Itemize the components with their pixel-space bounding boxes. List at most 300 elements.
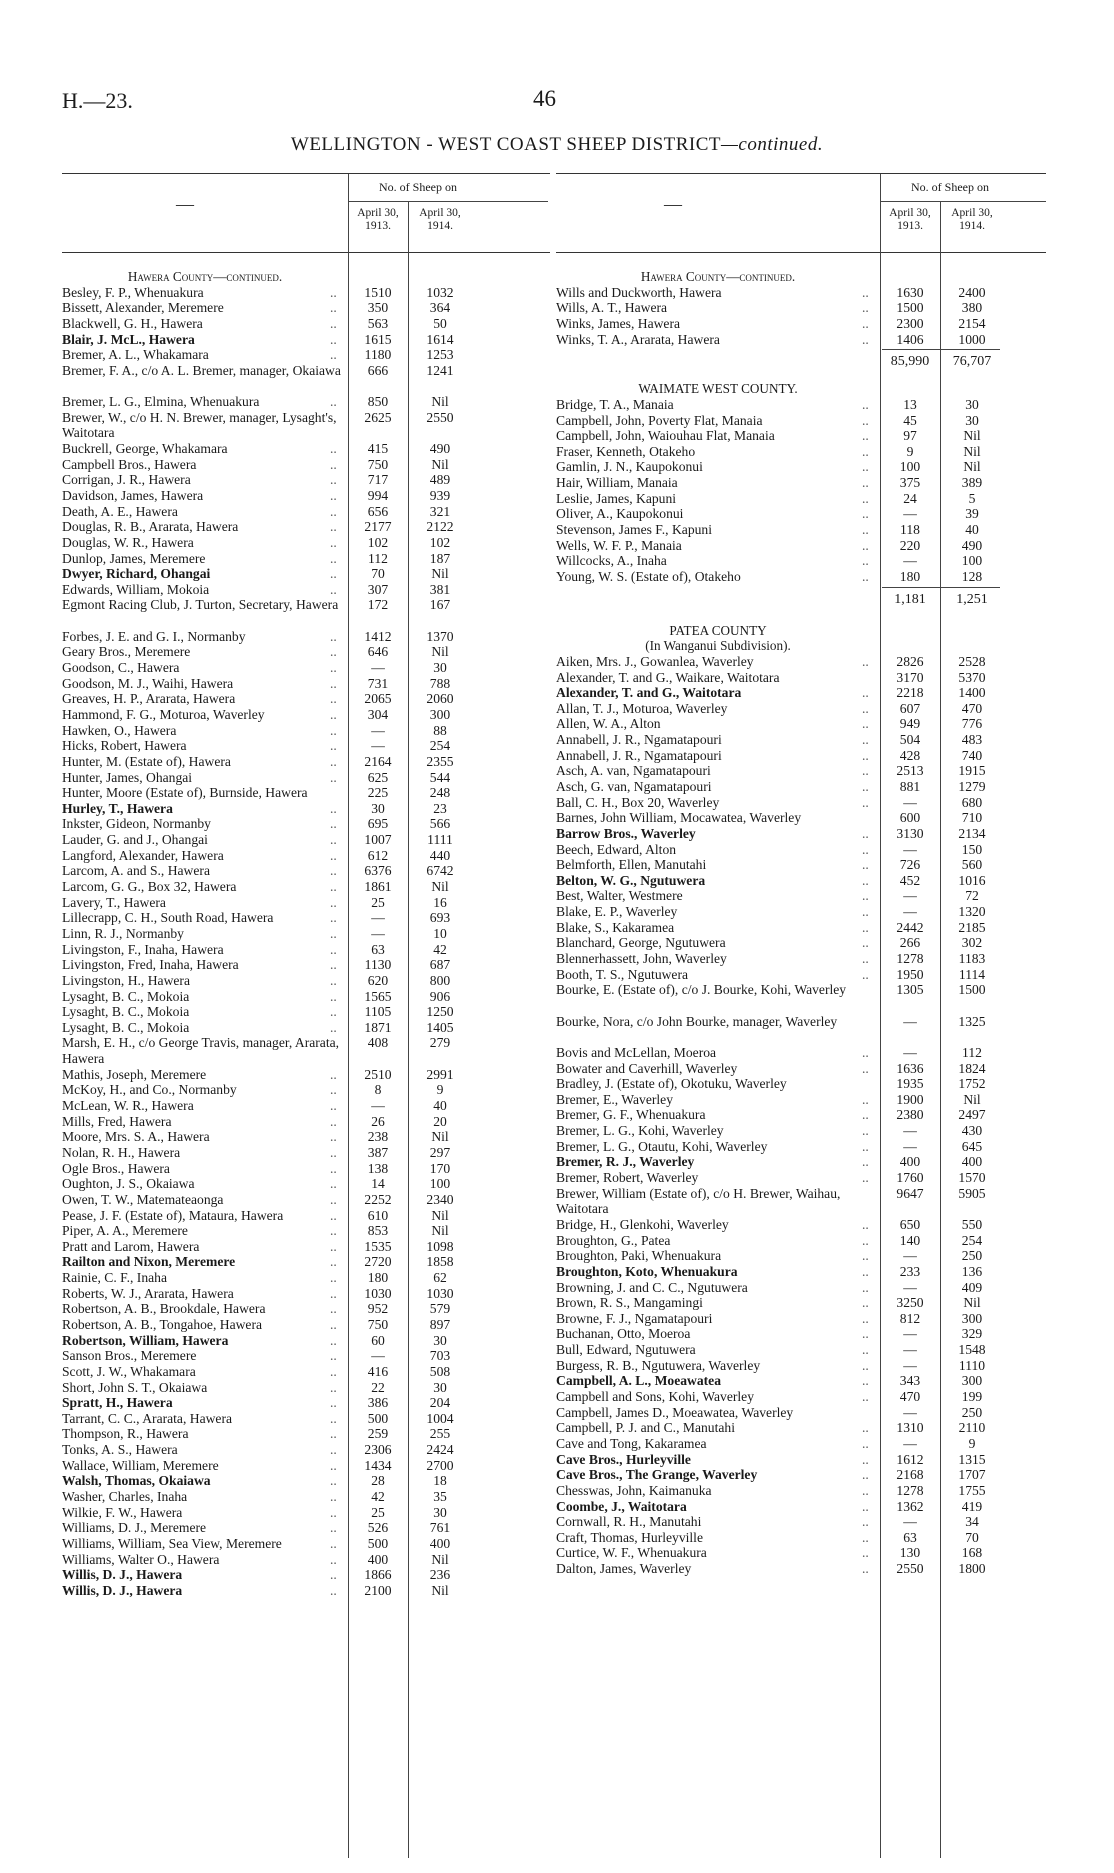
sheep-1914: Nil — [431, 394, 449, 410]
table-row — [62, 1254, 550, 1270]
sheep-1913: 30 — [371, 800, 385, 816]
leader-dots: .. — [330, 1004, 337, 1020]
leader-dots: .. — [330, 941, 337, 957]
table-row — [556, 716, 1046, 732]
owner-name: Langford, Alexander, Hawera — [62, 847, 224, 863]
sheep-1914: 1110 — [958, 1357, 986, 1373]
table-row — [556, 842, 1046, 858]
leader-dots: .. — [862, 506, 869, 522]
sheep-1913: — — [903, 1342, 917, 1358]
sheep-1914: 30 — [433, 1379, 447, 1395]
leader-dots: .. — [862, 685, 869, 701]
table-row — [62, 285, 550, 301]
leader-dots: .. — [862, 857, 869, 873]
table-row — [62, 394, 550, 410]
leader-dots: .. — [862, 1248, 869, 1264]
sheep-1913: — — [903, 1248, 917, 1264]
table-row — [62, 1473, 550, 1489]
table-row — [62, 1301, 550, 1317]
owner-name: Bissett, Alexander, Meremere — [62, 300, 224, 316]
table-row — [556, 1467, 1046, 1483]
section-heading-patea: PATEA COUNTY — [669, 622, 767, 638]
leader-dots: .. — [862, 1060, 869, 1076]
sheep-1913: 2252 — [364, 1191, 392, 1207]
leader-dots: .. — [862, 935, 869, 951]
owner-name: Coombe, J., Waitotara — [556, 1498, 687, 1514]
sheep-1914: 1707 — [958, 1467, 986, 1483]
sheep-1914: 1279 — [958, 779, 986, 794]
owner-name: Bourke, Nora, c/o John Bourke, manager, Waverley — [556, 1013, 838, 1029]
table-row — [556, 332, 1046, 348]
table-row — [556, 1561, 1046, 1577]
sheep-1914: 136 — [961, 1263, 983, 1279]
table-row — [62, 691, 550, 707]
owner-name: Best, Walter, Westmere — [556, 888, 683, 904]
sheep-1914: 100 — [429, 1176, 451, 1192]
header-dash: — — [664, 194, 682, 214]
owner-name: Livingston, Fred, Inaha, Hawera — [62, 957, 239, 973]
table-row — [62, 895, 550, 911]
owner-name: Cave Bros., Hurleyville — [556, 1451, 691, 1467]
owner-name: Egmont Racing Club, J. Turton, Secretary, Hawera — [62, 597, 339, 613]
sheep-1913: 1866 — [364, 1567, 392, 1583]
table-row — [62, 801, 550, 817]
sheep-1913: 42 — [371, 1489, 385, 1505]
sheep-1913: — — [371, 738, 385, 754]
leader-dots: .. — [862, 1138, 869, 1154]
sheep-1913: 610 — [367, 1207, 389, 1223]
spacer — [556, 615, 1046, 623]
leader-dots: .. — [862, 315, 869, 331]
owner-name: Bremer, L. G., Elmina, Whenuakura — [62, 394, 260, 410]
leader-dots: .. — [862, 794, 869, 810]
owner-name: Pease, J. F. (Estate of), Mataura, Hawera — [62, 1207, 284, 1223]
sheep-1913: 1362 — [896, 1498, 924, 1514]
sheep-1914: 2355 — [426, 753, 454, 769]
sheep-1913: 2513 — [896, 763, 924, 779]
leader-dots: .. — [862, 1529, 869, 1545]
sheep-1913: 2300 — [896, 315, 924, 331]
table-row — [62, 1505, 550, 1521]
leader-dots: .. — [862, 1279, 869, 1295]
table-row — [556, 1233, 1046, 1249]
sheep-1914: 1000 — [958, 331, 986, 347]
table-row — [556, 1154, 1046, 1170]
sheep-1914: 364 — [429, 300, 451, 316]
owner-name: Davidson, James, Hawera — [62, 488, 204, 503]
sheep-1914: 1114 — [958, 966, 986, 982]
owner-name: Annabell, J. R., Ngamatapouri — [556, 732, 722, 748]
sheep-1913: 853 — [367, 1223, 389, 1239]
sheep-1914: 490 — [961, 537, 983, 553]
sheep-1913: 2720 — [364, 1254, 392, 1270]
table-row — [62, 816, 550, 832]
leader-dots: .. — [330, 472, 337, 488]
sheep-1914: 10 — [433, 925, 447, 941]
owner-name: Browne, F. J., Ngamatapouri — [556, 1310, 713, 1326]
leader-dots: .. — [330, 800, 337, 816]
leader-dots: .. — [862, 1545, 869, 1561]
leader-dots: .. — [330, 488, 337, 503]
table-row — [62, 1380, 550, 1396]
section-heading-hawera: Hawera County—continued. — [127, 269, 283, 284]
table-row — [556, 1295, 1046, 1311]
table-row — [556, 1530, 1046, 1546]
sheep-1913: — — [371, 910, 385, 926]
leader-dots: .. — [862, 700, 869, 716]
sheep-1913: 3170 — [896, 669, 924, 685]
sheep-1914: Nil — [963, 1091, 981, 1107]
table-row — [62, 707, 550, 723]
sheep-1914: 2528 — [958, 653, 986, 669]
sheep-1914: 329 — [961, 1326, 983, 1342]
leader-dots: .. — [330, 284, 337, 300]
table-row — [62, 1536, 550, 1552]
table-row — [62, 441, 550, 457]
table-row — [62, 363, 550, 394]
table-row — [62, 989, 550, 1005]
table-row — [556, 1373, 1046, 1389]
sheep-1913: 2177 — [364, 519, 392, 535]
leader-dots: .. — [330, 691, 337, 707]
sheep-1914: 2550 — [426, 409, 454, 425]
leader-dots: .. — [330, 1144, 337, 1160]
table-row — [62, 1129, 550, 1145]
owner-name: Winks, T. A., Ararata, Hawera — [556, 331, 720, 347]
table-row — [556, 748, 1046, 764]
sheep-1913: — — [371, 1098, 385, 1114]
total-1914: 1,251 — [956, 591, 988, 607]
owner-name: Dunlop, James, Meremere — [62, 550, 206, 566]
owner-name: Robertson, A. B., Brookdale, Hawera — [62, 1301, 266, 1317]
owner-name: Livingston, H., Hawera — [62, 972, 190, 988]
table-row — [62, 457, 550, 473]
sheep-1914: 302 — [961, 935, 983, 951]
owner-name: Owen, T. W., Matemateaonga — [62, 1191, 224, 1207]
table-row — [62, 535, 550, 551]
owner-name: Robertson, A. B., Tongahoe, Hawera — [62, 1316, 263, 1332]
sheep-1913: — — [903, 1435, 917, 1451]
table-row — [62, 551, 550, 567]
owner-name: Mills, Fred, Hawera — [62, 1113, 172, 1129]
sheep-1914: Nil — [431, 456, 449, 472]
leader-dots: .. — [330, 1363, 337, 1379]
table-row — [556, 654, 1046, 670]
sheep-1914: 939 — [429, 488, 451, 503]
sheep-1914: 1548 — [958, 1342, 986, 1358]
leader-dots: .. — [862, 553, 869, 569]
owner-name: Oliver, A., Kaupokonui — [556, 506, 684, 522]
sheep-1913: 1500 — [896, 300, 924, 316]
table-row — [62, 676, 550, 692]
sheep-1914: 544 — [429, 769, 451, 785]
sheep-1913: — — [903, 506, 917, 522]
owner-name: Brown, R. S., Mangamingi — [556, 1295, 703, 1311]
table-row — [556, 1545, 1046, 1561]
table-row — [62, 1067, 550, 1083]
sheep-1913: 25 — [371, 894, 385, 910]
sheep-1913: 1412 — [364, 628, 392, 644]
left-rows — [62, 253, 550, 1599]
header-group-label: No. of Sheep on — [379, 180, 457, 194]
table-row — [556, 779, 1046, 795]
table-row — [62, 942, 550, 958]
sheep-1914: 236 — [429, 1567, 451, 1583]
sheep-1914: Nil — [963, 1295, 981, 1311]
sheep-1914: 761 — [429, 1520, 451, 1536]
sheep-1914: Nil — [431, 1129, 449, 1145]
owner-name: Barnes, John William, Mocawatea, Waverley — [556, 810, 802, 826]
sheep-1914: 1250 — [426, 1004, 454, 1020]
leader-dots: .. — [330, 566, 337, 582]
table-row — [62, 1348, 550, 1364]
sheep-1914: 1370 — [426, 628, 454, 644]
leader-dots: .. — [330, 1535, 337, 1551]
table-row — [556, 982, 1046, 1013]
sheep-1914: 279 — [429, 1035, 451, 1051]
sheep-1913: 1180 — [364, 347, 392, 363]
sheep-1913: — — [903, 841, 917, 857]
table-row — [62, 785, 550, 801]
leader-dots: .. — [330, 894, 337, 910]
owner-name: Bremer, L. G., Otautu, Kohi, Waverley — [556, 1138, 768, 1154]
sheep-1913: 717 — [367, 472, 389, 488]
sheep-1914: 300 — [429, 706, 451, 722]
sheep-1914: 30 — [433, 1332, 447, 1348]
sheep-1913: — — [371, 722, 385, 738]
table-row — [62, 1286, 550, 1302]
table-row — [62, 770, 550, 786]
leader-dots: .. — [862, 1326, 869, 1342]
sheep-1914: 687 — [429, 957, 451, 973]
owner-name: Lysaght, B. C., Mokoia — [62, 988, 190, 1004]
owner-name: Booth, T. S., Ngutuwera — [556, 966, 689, 982]
sheep-1913: 1935 — [896, 1076, 924, 1092]
sheep-1914: 20 — [433, 1113, 447, 1129]
sheep-1913: 731 — [367, 675, 389, 691]
owner-name: Campbell, John, Poverty Flat, Manaia — [556, 412, 763, 428]
sheep-1913: 100 — [899, 459, 921, 475]
sheep-1914: 740 — [961, 747, 983, 763]
sheep-1913: 14 — [371, 1176, 385, 1192]
sheep-1914: 645 — [961, 1138, 983, 1154]
sheep-1913: 1130 — [364, 957, 392, 973]
owner-name: Dwyer, Richard, Ohangai — [62, 566, 211, 582]
sheep-1914: 1400 — [958, 685, 986, 701]
table-row — [556, 1358, 1046, 1374]
sheep-1914: 42 — [433, 941, 447, 957]
sheep-1913: 695 — [367, 816, 389, 832]
table-row — [556, 285, 1046, 301]
sheep-1914: Nil — [963, 459, 981, 475]
leader-dots: .. — [862, 1420, 869, 1436]
leader-dots: .. — [330, 910, 337, 926]
sheep-1914: 381 — [429, 581, 451, 597]
leader-dots: .. — [330, 660, 337, 676]
sheep-1913: 1007 — [364, 832, 392, 848]
sheep-1913: 225 — [367, 785, 389, 801]
sheep-1914: 1570 — [958, 1170, 986, 1186]
owner-name: Winks, James, Hawera — [556, 315, 681, 331]
sheep-1913: 650 — [899, 1216, 921, 1232]
owner-name: Greaves, H. P., Ararata, Hawera — [62, 691, 236, 707]
table-row — [62, 1176, 550, 1192]
owner-name: Washer, Charles, Inaha — [62, 1489, 188, 1505]
leader-dots: .. — [330, 1066, 337, 1082]
table-row — [62, 848, 550, 864]
title-suffix: —continued. — [721, 134, 824, 155]
sheep-1914: 1241 — [426, 362, 454, 378]
sheep-1914: 389 — [961, 475, 983, 491]
sheep-1914: 776 — [961, 716, 983, 732]
leader-dots: .. — [862, 1295, 869, 1311]
table-row — [62, 410, 550, 441]
sheep-1914: 72 — [965, 888, 979, 904]
table-row — [556, 1326, 1046, 1342]
sheep-1913: 1636 — [896, 1060, 924, 1076]
owner-name: Dalton, James, Waverley — [556, 1561, 692, 1577]
leader-dots: .. — [862, 1044, 869, 1060]
owner-name: Campbell Bros., Hawera — [62, 456, 197, 472]
sheep-1913: 563 — [367, 315, 389, 331]
table-row — [62, 660, 550, 676]
owner-name: Buchanan, Otto, Moeroa — [556, 1326, 691, 1342]
table-row — [62, 723, 550, 739]
sheep-1914: 1098 — [426, 1238, 454, 1254]
table-row — [556, 701, 1046, 717]
table-row — [62, 316, 550, 332]
sheep-1914: Nil — [431, 1551, 449, 1567]
sheep-1914: 321 — [429, 503, 451, 519]
leader-dots: .. — [330, 988, 337, 1004]
owner-name: Broughton, Paki, Whenuakura — [556, 1248, 722, 1264]
header-col-1914: April 30, 1914. — [951, 207, 993, 232]
sheep-1914: 170 — [429, 1160, 451, 1176]
header-group-label: No. of Sheep on — [911, 180, 989, 194]
sheep-1913: 1612 — [896, 1451, 924, 1467]
sheep-1913: 130 — [899, 1545, 921, 1561]
sheep-1914: 1915 — [958, 763, 986, 779]
table-row — [556, 1170, 1046, 1186]
table-row — [556, 935, 1046, 951]
owner-name: Bridge, T. A., Manaia — [556, 396, 674, 412]
leader-dots: .. — [862, 428, 869, 444]
owner-name: Scott, J. W., Whakamara — [62, 1363, 196, 1379]
owner-name: Barrow Bros., Waverley — [556, 825, 696, 841]
sheep-1914: 489 — [429, 472, 451, 488]
sheep-1914: Nil — [431, 1223, 449, 1239]
owner-name: Williams, Walter O., Hawera — [62, 1551, 220, 1567]
leader-dots: .. — [862, 763, 869, 779]
leader-dots: .. — [330, 722, 337, 738]
table-row — [556, 1076, 1046, 1092]
sheep-1914: 2134 — [958, 825, 986, 841]
leader-dots: .. — [862, 732, 869, 748]
table-row — [62, 1426, 550, 1442]
sheep-1914: 680 — [961, 794, 983, 810]
table-row — [62, 1317, 550, 1333]
sheep-1913: 526 — [367, 1520, 389, 1536]
sheep-1914: 1824 — [958, 1060, 986, 1076]
sheep-1913: 415 — [367, 441, 389, 457]
table-row — [62, 910, 550, 926]
sheep-1914: 2060 — [426, 691, 454, 707]
owner-name: Alexander, T. and G., Waikare, Waitotara — [556, 669, 780, 685]
leader-dots: .. — [330, 1223, 337, 1239]
sheep-1914: 560 — [961, 857, 983, 873]
table-row — [62, 597, 550, 628]
sheep-1914: 419 — [961, 1498, 983, 1514]
total-1914: 76,707 — [952, 354, 992, 370]
owner-name: Lauder, G. and J., Ohangai — [62, 832, 208, 848]
sheep-1913: 1278 — [896, 1482, 924, 1498]
sheep-1914: 550 — [961, 1216, 983, 1232]
leader-dots: .. — [862, 1342, 869, 1358]
table-row — [556, 1389, 1046, 1405]
table-row — [556, 316, 1046, 332]
owner-name: Spratt, H., Hawera — [62, 1395, 173, 1411]
owner-name: Bremer, F. A., c/o A. L. Bremer, manager, Okaiawa — [62, 362, 341, 378]
sheep-1913: 24 — [903, 490, 917, 506]
leader-dots: .. — [330, 1489, 337, 1505]
sheep-1914: 40 — [965, 522, 979, 537]
sheep-1913: 6376 — [364, 863, 392, 879]
sheep-1914: 187 — [429, 550, 451, 566]
sheep-1914: 300 — [961, 1310, 983, 1326]
sheep-1913: 2100 — [364, 1582, 392, 1598]
sheep-1914: 30 — [965, 412, 979, 428]
owner-name: McKoy, H., and Co., Normanby — [62, 1082, 237, 1098]
table-row — [62, 1333, 550, 1349]
leader-dots: .. — [862, 412, 869, 428]
owner-name: Hurley, T., Hawera — [62, 800, 173, 816]
owner-name: Bremer, A. L., Whakamara — [62, 347, 209, 363]
sheep-1913: — — [903, 1514, 917, 1530]
table-row — [62, 1520, 550, 1536]
owner-name: Allan, T. J., Moturoa, Waverley — [556, 700, 728, 716]
leader-dots: .. — [330, 1457, 337, 1473]
leader-dots: .. — [862, 966, 869, 982]
table-row — [556, 459, 1046, 475]
sheep-1914: 167 — [429, 597, 451, 613]
sheep-1913: 2625 — [364, 409, 392, 425]
leader-dots: .. — [862, 1467, 869, 1483]
leader-dots: .. — [330, 972, 337, 988]
table-row — [556, 1123, 1046, 1139]
owner-name: Livingston, F., Inaha, Hawera — [62, 941, 224, 957]
sheep-1913: — — [903, 1138, 917, 1154]
owner-name: Craft, Thomas, Hurleyville — [556, 1529, 703, 1545]
owner-name: Gamlin, J. N., Kaupokonui — [556, 459, 703, 475]
leader-dots: .. — [862, 1451, 869, 1467]
section-heading-waimate: WAIMATE WEST COUNTY. — [638, 381, 798, 397]
leader-dots: .. — [330, 738, 337, 754]
sheep-1914: 100 — [961, 553, 983, 569]
table-row — [62, 504, 550, 520]
sheep-1913: 97 — [903, 428, 917, 444]
left-column — [62, 173, 550, 1599]
owner-name: Leslie, James, Kapuni — [556, 490, 677, 506]
leader-dots: .. — [330, 331, 337, 347]
sheep-1914: 430 — [961, 1123, 983, 1139]
sheep-1913: 172 — [367, 597, 389, 613]
owner-name: Thompson, R., Hawera — [62, 1426, 189, 1442]
owner-name: Asch, A. van, Ngamatapouri — [556, 763, 711, 779]
table-row — [62, 1082, 550, 1098]
sheep-1913: 2065 — [364, 691, 392, 707]
sheep-1914: 30 — [433, 660, 447, 676]
leader-dots: .. — [330, 1082, 337, 1098]
